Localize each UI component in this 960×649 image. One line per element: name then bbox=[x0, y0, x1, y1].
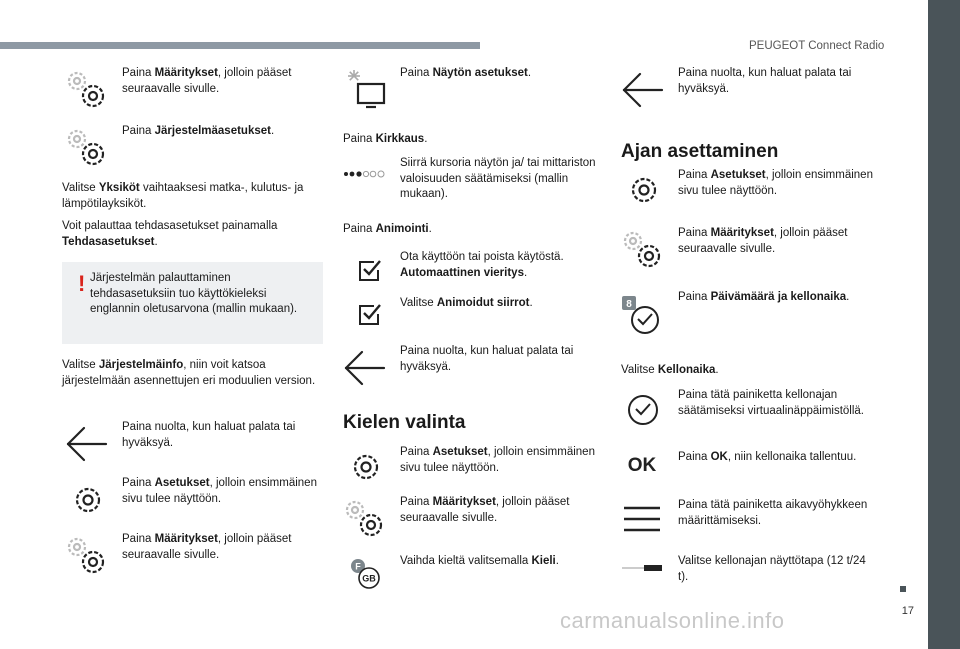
checkbox-icon bbox=[340, 296, 388, 344]
clock-icon bbox=[618, 388, 666, 436]
gears-icon bbox=[62, 66, 110, 114]
back-arrow-icon bbox=[618, 66, 666, 114]
gears-icon bbox=[618, 226, 666, 274]
gears-icon bbox=[62, 124, 110, 172]
side-tab bbox=[928, 0, 960, 649]
running-header: PEUGEOT Connect Radio bbox=[749, 40, 885, 52]
warning-note bbox=[62, 262, 323, 344]
menu-icon bbox=[618, 498, 666, 546]
paragraph-system-info: Valitse Järjestelmäinfo, niin voit katsoa järjestelmään asennettujen eri moduulien version. bbox=[62, 359, 316, 387]
checkbox-icon bbox=[340, 250, 388, 298]
warning-text: Järjestelmän palauttaminen tehdasasetuksiin tuo käyttökieleksi englannin oletusarvona (mallin mukaan). bbox=[90, 272, 298, 315]
gear-icon bbox=[340, 445, 388, 493]
paragraph-time: Valitse Kellonaika. bbox=[621, 364, 719, 376]
header-rule bbox=[0, 42, 480, 49]
gear-icon bbox=[62, 476, 110, 524]
display-brightness-icon bbox=[340, 66, 388, 114]
gears-icon bbox=[340, 495, 388, 543]
end-marker bbox=[900, 586, 906, 592]
ok-label: OK bbox=[627, 455, 657, 476]
back-arrow-icon bbox=[62, 420, 110, 468]
heading-time: Ajan asettaminen bbox=[621, 141, 779, 162]
badge-label: 8 bbox=[626, 299, 632, 310]
flag-top-label: F bbox=[355, 561, 361, 572]
toggle-icon bbox=[618, 554, 666, 602]
slider-icon bbox=[340, 156, 388, 204]
paragraph-units: Valitse Yksiköt vaihtaaksesi matka-, kulutus- ja lämpötilayksiköt. bbox=[62, 182, 304, 210]
exclamation-icon: ! bbox=[78, 271, 86, 296]
language-flag-icon bbox=[340, 554, 388, 602]
ok-icon bbox=[618, 450, 666, 498]
back-arrow-icon bbox=[340, 344, 388, 392]
watermark: carmanualsonline.info bbox=[560, 608, 785, 633]
heading-language: Kielen valinta bbox=[343, 412, 466, 433]
clock-badge-icon bbox=[618, 290, 666, 338]
page-number: 17 bbox=[901, 605, 914, 617]
paragraph-animation: Paina Animointi. bbox=[343, 223, 432, 235]
gears-icon bbox=[62, 532, 110, 580]
gear-icon bbox=[618, 168, 666, 216]
paragraph-factory-reset: Voit palauttaa tehdasasetukset painamalla Tehdasasetukset. bbox=[62, 220, 278, 248]
flag-bottom-label: GB bbox=[362, 573, 376, 584]
paragraph-brightness: Paina Kirkkaus. bbox=[343, 133, 428, 145]
